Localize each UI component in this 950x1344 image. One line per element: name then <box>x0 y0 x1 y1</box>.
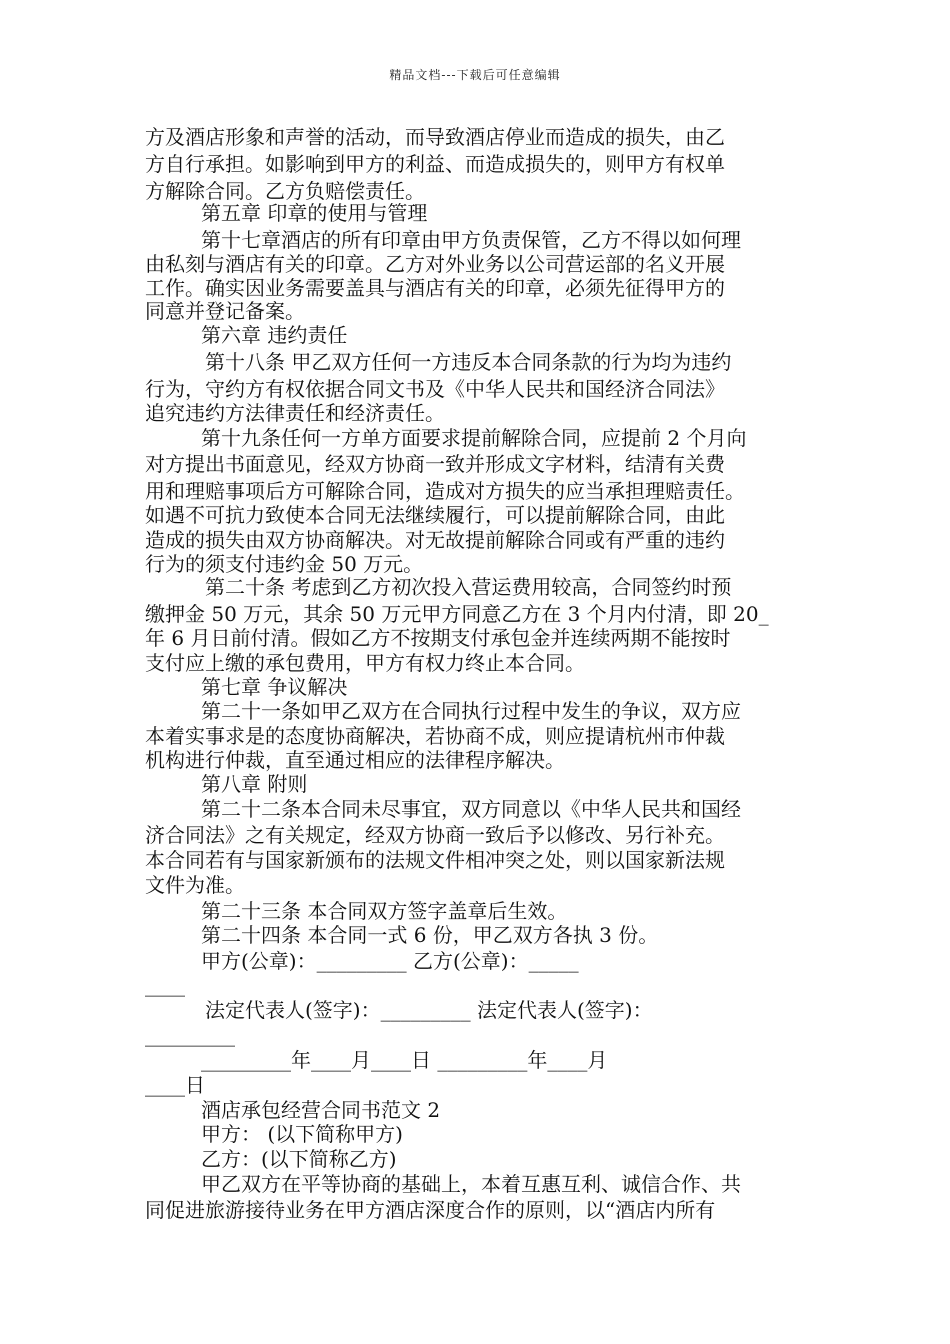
text-line: 工作。确实因业务需要盖具与酒店有关的印章，必须先征得甲方的 <box>145 276 725 300</box>
text-line: 由私刻与酒店有关的印章。乙方对外业务以公司营运部的名义开展 <box>145 252 725 276</box>
chapter-heading: 第六章 违约责任 <box>201 323 348 347</box>
article-text: 第二十四条 本合同一式 6 份，甲乙双方各执 3 份。 <box>201 923 659 947</box>
signature-line: 法定代表人(签字)：_________ 法定代表人(签字)： <box>205 998 653 1022</box>
text-line: 缴押金 50 万元，其余 50 万元甲方同意乙方在 3 个月内付清，即 20_ <box>145 602 769 626</box>
text-line: 追究违约方法律责任和经济责任。 <box>145 401 445 425</box>
text-line: 本着实事求是的态度协商解决，若协商不成，则应提请杭州市仲裁 <box>145 724 725 748</box>
text-line: 行为，守约方有权依据合同文书及《中华人民共和国经济合同法》 <box>145 377 725 401</box>
article-text: 第二十二条本合同未尽事宜，双方同意以《中华人民共和国经 <box>201 797 741 821</box>
article-text: 第二十三条 本合同双方签字盖章后生效。 <box>201 899 568 923</box>
text-line: 如遇不可抗力致使本合同无法继续履行，可以提前解除合同，由此 <box>145 503 725 527</box>
page-header: 精品文档---下载后可任意编辑 <box>389 68 561 82</box>
text-line: 济合同法》之有关规定，经双方协商一致后予以修改、另行补充。 <box>145 823 725 847</box>
section-title: 酒店承包经营合同书范文 2 <box>201 1098 441 1122</box>
article-text: 第二十条 考虑到乙方初次投入营运费用较高，合同签约时预 <box>205 575 732 599</box>
text-line: 同意并登记备案。 <box>145 299 305 323</box>
text-line: 对方提出书面意见，经双方协商一致并形成文字材料，结清有关费 <box>145 452 725 476</box>
text-line: 方解除合同。乙方负赔偿责任。 <box>145 179 425 203</box>
party-b-line: 乙方：(以下简称乙方) <box>201 1147 397 1171</box>
signature-line-continued: _________ <box>145 1023 235 1047</box>
chapter-heading: 第八章 附则 <box>201 772 308 796</box>
date-line-continued: ____日 <box>145 1073 205 1097</box>
text-line: 行为的须支付违约金 50 万元。 <box>145 552 424 576</box>
text-line: 文件为准。 <box>145 873 245 897</box>
article-text: 第十七章酒店的所有印章由甲方负责保管，乙方不得以如何理 <box>201 228 741 252</box>
article-text: 第十九条任何一方单方面要求提前解除合同，应提前 2 个月向 <box>201 426 747 450</box>
text-line: 年 6 月日前付清。假如乙方不按期支付承包金并连续两期不能按时 <box>145 626 731 650</box>
text-line: 机构进行仲裁，直至通过相应的法律程序解决。 <box>145 748 565 772</box>
signature-line: 甲方(公章)：_________ 乙方(公章)：_____ <box>201 949 579 973</box>
article-text: 甲乙双方在平等协商的基础上，本着互惠互利、诚信合作、共 <box>201 1172 741 1196</box>
party-a-line: 甲方： (以下简称甲方) <box>201 1122 403 1146</box>
signature-line-continued: ____ <box>145 973 185 997</box>
text-line: 造成的损失由双方协商解决。对无故提前解除合同或有严重的违约 <box>145 528 725 552</box>
chapter-heading: 第五章 印章的使用与管理 <box>201 201 428 225</box>
article-text: 第十八条 甲乙双方任何一方违反本合同条款的行为均为违约 <box>205 350 732 374</box>
text-line: 同促进旅游接待业务在甲方酒店深度合作的原则，以“酒店内所有 <box>145 1198 716 1222</box>
chapter-heading: 第七章 争议解决 <box>201 675 348 699</box>
text-line: 用和理赔事项后方可解除合同，造成对方损失的应当承担理赔责任。 <box>145 479 745 503</box>
text-line: 支付应上缴的承包费用，甲方有权力终止本合同。 <box>145 651 585 675</box>
date-line: _________年____月____日 _________年____月 <box>201 1048 608 1072</box>
article-text: 第二十一条如甲乙双方在合同执行过程中发生的争议，双方应 <box>201 699 741 723</box>
text-line: 本合同若有与国家新颁布的法规文件相冲突之处，则以国家新法规 <box>145 848 725 872</box>
text-line: 方及酒店形象和声誉的活动，而导致酒店停业而造成的损失，由乙 <box>145 125 725 149</box>
text-line: 方自行承担。如影响到甲方的利益、而造成损失的，则甲方有权单 <box>145 152 725 176</box>
